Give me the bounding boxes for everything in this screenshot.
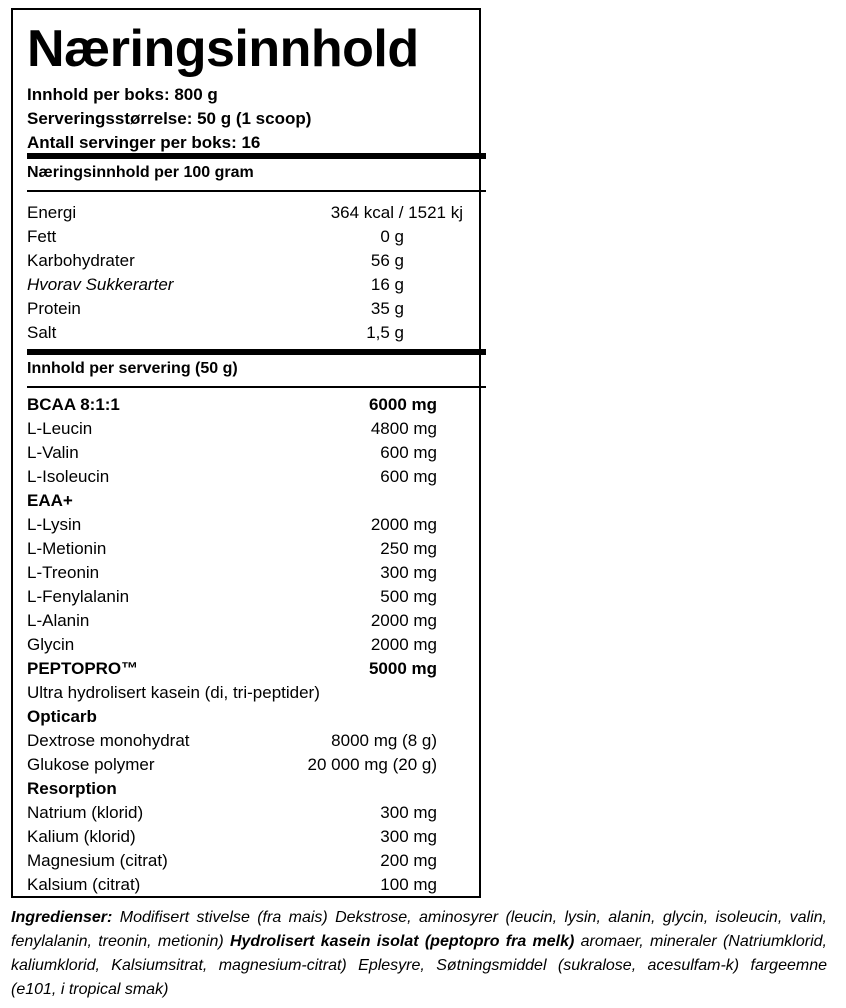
group-row-opticarb <box>27 705 437 729</box>
nutrient-row <box>27 417 437 441</box>
nutrient-label: BCAA 8:1:1 <box>27 395 120 414</box>
nutrient-value: 600 mg <box>380 467 437 486</box>
nutrient-value: 600 mg <box>380 443 437 462</box>
nutrient-value: 6000 mg <box>368 395 437 414</box>
package-info <box>27 83 311 155</box>
nutrient-value: 35 g <box>370 299 404 318</box>
nutrient-label: Ultra hydrolisert kasein (di, tri-peptider) <box>27 683 320 702</box>
nutrient-value: 0 g <box>380 227 404 246</box>
nutrient-value: 500 mg <box>380 587 437 606</box>
divider-thin <box>27 190 486 192</box>
nutrient-label: L-Valin <box>27 443 79 462</box>
nutrient-value: 200 mg <box>380 851 437 870</box>
nutrient-row <box>27 537 437 561</box>
per100-heading: Næringsinnhold per 100 gram <box>27 164 254 181</box>
nutrient-row-sugars <box>27 273 463 297</box>
nutrient-label: L-Treonin <box>27 563 100 582</box>
nutrient-label: Protein <box>27 299 81 318</box>
nutrient-row <box>27 585 437 609</box>
nutrient-value: 300 mg <box>380 827 437 846</box>
nutrient-label: Dextrose monohydrat <box>27 731 190 750</box>
nutrient-value: 20 000 mg (20 g) <box>307 755 437 774</box>
nutrient-label: Hvorav Sukkerarter <box>27 275 174 294</box>
nutrient-row-energy <box>27 201 463 225</box>
nutrient-label: Kalsium (citrat) <box>27 875 141 894</box>
nutrient-value: 8000 mg (8 g) <box>331 731 437 750</box>
group-row-peptopro <box>27 657 437 681</box>
nutrient-value: 364 kcal / 1521 kj <box>330 203 463 222</box>
nutrient-row <box>27 801 437 825</box>
divider-thin <box>27 386 486 388</box>
group-row-bcaa <box>27 393 437 417</box>
nutrient-label: Energi <box>27 203 77 222</box>
nutrient-row <box>27 681 437 705</box>
per100-table <box>27 201 463 345</box>
nutrient-label: L-Metionin <box>27 539 107 558</box>
nutrient-row <box>27 873 437 897</box>
nutrient-row <box>27 825 437 849</box>
nutrient-value: 1,5 g <box>366 323 404 342</box>
nutrient-label: Salt <box>27 323 57 342</box>
nutrient-row <box>27 729 437 753</box>
nutrient-row <box>27 513 437 537</box>
nutrient-value: 16 g <box>370 275 404 294</box>
nutrient-label: Glycin <box>27 635 75 654</box>
nutrient-value: 100 mg <box>380 875 437 894</box>
nutrient-value: 4800 mg <box>370 419 437 438</box>
nutrient-label: L-Leucin <box>27 419 93 438</box>
group-row-resorption <box>27 777 437 801</box>
nutrient-row <box>27 561 437 585</box>
nutrient-label: Karbohydrater <box>27 251 135 270</box>
nutrient-value: 2000 mg <box>370 635 437 654</box>
serving-size: Serveringsstørrelse: 50 g (1 scoop) <box>27 109 312 128</box>
ingredients-part2: aromaer, mineraler (Natriumklorid, kaliumklorid, Kalsiumsitrat, magnesium-citrat) Eplesyre, Søtningsmiddel (sukralose, acesulfam-k) fargeemne (e101, i tropical smak) <box>11 933 827 998</box>
ingredients-bold: Hydrolisert kasein isolat (peptopro fra melk) <box>229 933 575 950</box>
nutrient-label: Fett <box>27 227 57 246</box>
nutrient-label: Kalium (klorid) <box>27 827 136 846</box>
nutrient-value: 2000 mg <box>370 515 437 534</box>
nutrient-value: 2000 mg <box>370 611 437 630</box>
nutrient-row <box>27 465 437 489</box>
nutrient-value: 5000 mg <box>368 659 437 678</box>
nutrient-value: 56 g <box>370 251 404 270</box>
nutrient-label: Magnesium (citrat) <box>27 851 168 870</box>
divider-thick <box>27 349 486 355</box>
nutrient-row-carbs <box>27 249 463 273</box>
divider-thick <box>27 153 486 159</box>
nutrient-row-fat <box>27 225 463 249</box>
nutrient-value: 250 mg <box>380 539 437 558</box>
nutrient-label: L-Isoleucin <box>27 467 110 486</box>
nutrient-label: PEPTOPRO™ <box>27 659 139 678</box>
nutrient-row <box>27 633 437 657</box>
ingredients-text <box>11 906 827 1002</box>
nutrient-row-salt <box>27 321 463 345</box>
servings-per-package: Antall servinger per boks: 16 <box>27 133 261 152</box>
nutrient-row <box>27 441 437 465</box>
nutrient-row <box>27 849 437 873</box>
panel-title: Næringsinnhold <box>27 20 419 78</box>
nutrient-value: 300 mg <box>380 803 437 822</box>
per-serving-table <box>27 393 437 897</box>
nutrient-value: 300 mg <box>380 563 437 582</box>
group-row-eaa <box>27 489 437 513</box>
ingredients-label: Ingredienser: <box>11 909 113 926</box>
ingredients-part1: Modifisert stivelse (fra mais) Dekstrose, aminosyrer (leucin, lysin, alanin, glycin, isoleucin, valin, fenylalanin, treonin, metionin) <box>11 909 827 950</box>
nutrient-label: L-Lysin <box>27 515 82 534</box>
nutrient-label: Resorption <box>27 779 117 798</box>
nutrient-row-protein <box>27 297 463 321</box>
nutrient-label: L-Alanin <box>27 611 90 630</box>
package-content: Innhold per boks: 800 g <box>27 85 218 104</box>
nutrient-label: EAA+ <box>27 491 73 510</box>
nutrient-label: Natrium (klorid) <box>27 803 144 822</box>
nutrient-label: L-Fenylalanin <box>27 587 130 606</box>
nutrient-label: Glukose polymer <box>27 755 155 774</box>
per-serving-heading: Innhold per servering (50 g) <box>27 360 238 377</box>
nutrient-row <box>27 609 437 633</box>
nutrient-row <box>27 753 437 777</box>
nutrient-label: Opticarb <box>27 707 97 726</box>
nutrition-facts-panel <box>11 8 481 898</box>
